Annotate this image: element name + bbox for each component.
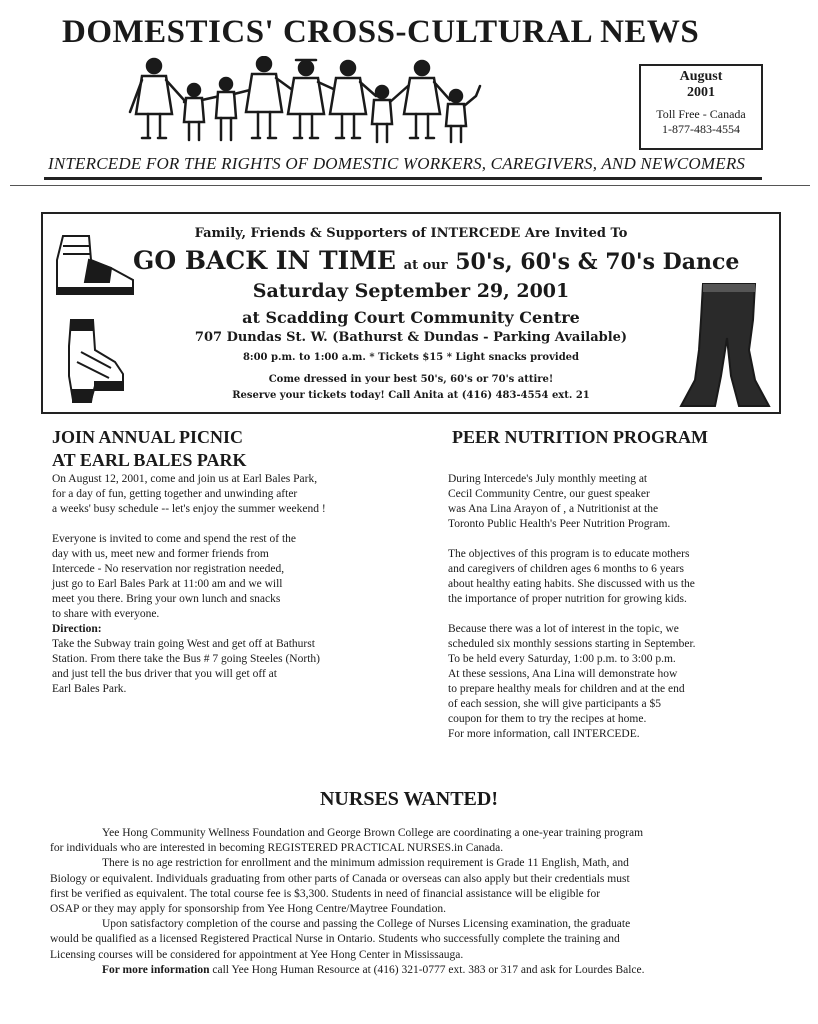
nurses-line: There is no age restriction for enrollment and the minimum admission requirement is Grade 11 English, Math, and bbox=[102, 857, 629, 870]
nurses-line: Yee Hong Community Wellness Foundation and George Brown College are coordinating a one-year training program bbox=[102, 827, 644, 839]
picnic-article-body bbox=[52, 472, 326, 697]
nurses-line: Licensing courses will be considered for appointment at Yee Hong Center in Mississauga. bbox=[50, 948, 464, 961]
toll-free-phone: 1-877-483-4554 bbox=[662, 122, 740, 136]
picnic-direction-label: Direction: bbox=[52, 623, 102, 635]
peer-nutrition-article-body bbox=[448, 472, 696, 742]
peer-line: Because there was a lot of interest in the topic, we bbox=[448, 623, 679, 635]
people-holding-hands-illustration bbox=[126, 56, 484, 148]
peer-line: At these sessions, Ana Lina will demonstrate how bbox=[448, 668, 678, 680]
dance-address: 707 Dundas St. W. (Bathurst & Dundas - Parking Available) bbox=[194, 330, 628, 345]
picnic-line: Take the Subway train going West and get off at Bathurst bbox=[52, 638, 315, 650]
peer-line: To be held every Saturday, 1:00 p.m. to 3:00 p.m. bbox=[448, 653, 676, 665]
picnic-line: Earl Bales Park. bbox=[52, 683, 127, 695]
peer-line: of each session, she will give participants a $5 bbox=[448, 698, 662, 710]
dance-attire-note: Come dressed in your best 50's, 60's or 70's attire! bbox=[268, 374, 554, 385]
issue-date-box bbox=[639, 64, 763, 150]
dance-venue: at Scadding Court Community Centre bbox=[242, 308, 580, 327]
peer-line bbox=[448, 607, 696, 622]
picnic-line: to share with everyone. bbox=[52, 608, 160, 620]
nurses-line: Upon satisfactory completion of the course and passing the College of Nurses Licensing examination, the graduate bbox=[102, 918, 631, 931]
peer-nutrition-heading: PEER NUTRITION PROGRAM bbox=[452, 427, 709, 447]
picnic-line: Everyone is invited to come and spend the rest of the bbox=[52, 533, 296, 545]
peer-line: scheduled six monthly sessions starting in September. bbox=[448, 638, 696, 650]
nurses-line: Biology or equivalent. Individuals graduating from other parts of Canada or overseas can also apply but their credentials must bbox=[50, 872, 630, 885]
peer-line: For more information, call INTERCEDE. bbox=[448, 728, 640, 740]
picnic-line: On August 12, 2001, come and join us at Earl Bales Park, bbox=[52, 473, 318, 485]
dance-headline bbox=[133, 246, 739, 275]
picnic-line: a weeks' busy schedule -- let's enjoy the summer weekend ! bbox=[52, 503, 326, 515]
peer-line: the importance of proper nutrition for growing kids. bbox=[448, 593, 687, 605]
dance-headline-main: GO BACK IN TIME bbox=[133, 246, 396, 275]
picnic-line: meet you there. Bring your own lunch and snacks bbox=[52, 593, 281, 605]
peer-line: was Ana Lina Arayon of , a Nutritionist at the bbox=[448, 503, 659, 515]
issue-year: 2001 bbox=[687, 85, 715, 100]
nurses-contact-line bbox=[50, 963, 645, 978]
peer-line: coupon for them to try the recipes at home. bbox=[448, 713, 647, 725]
picnic-heading-line1: JOIN ANNUAL PICNIC bbox=[52, 427, 244, 447]
peer-line: The objectives of this program is to educate mothers bbox=[448, 548, 690, 560]
peer-line: to prepare healthy meals for children and at the end bbox=[448, 683, 685, 695]
nurses-line: first be verified as equivalent. The total course fee is $3,300. Students in need of financial assistance will be eligible for bbox=[50, 887, 601, 900]
picnic-line: for a day of fun, getting together and unwinding after bbox=[52, 488, 298, 500]
nurses-line: would be qualified as a licensed Registered Practical Nurse in Ontario. Students who successfully complete the training and bbox=[50, 933, 620, 946]
masthead-title: DOMESTICS' CROSS-CULTURAL NEWS bbox=[62, 14, 700, 50]
masthead-thin-rule bbox=[10, 185, 810, 186]
peer-line: about healthy eating habits. She discussed with us the bbox=[448, 578, 695, 590]
toll-free-label: Toll Free - Canada bbox=[656, 107, 746, 121]
peer-line: Cecil Community Centre, our guest speaker bbox=[448, 488, 650, 500]
peer-line: and caregivers of children ages 6 months to 6 years bbox=[448, 563, 684, 575]
picnic-line: Intercede - No reservation nor registration needed, bbox=[52, 563, 285, 575]
dance-date: Saturday September 29, 2001 bbox=[252, 280, 570, 302]
dance-invite-line: Family, Friends & Supporters of INTERCEDE Are Invited To bbox=[194, 226, 628, 241]
dance-headline-end: 50's, 60's & 70's Dance bbox=[455, 249, 740, 275]
nurses-wanted-body bbox=[50, 826, 645, 978]
picnic-heading-line2: AT EARL BALES PARK bbox=[52, 450, 247, 470]
nurses-contact-label: For more information bbox=[102, 963, 210, 976]
peer-line: Toronto Public Health's Peer Nutrition Program. bbox=[448, 518, 671, 530]
picnic-line bbox=[52, 517, 326, 532]
nurses-line: OSAP or they may apply for sponsorship from Yee Hong Centre/Maytree Foundation. bbox=[50, 903, 446, 916]
picnic-line: Station. From there take the Bus # 7 going Steeles (North) bbox=[52, 653, 320, 665]
dance-details: 8:00 p.m. to 1:00 a.m. * Tickets $15 * Light snacks provided bbox=[242, 352, 580, 363]
peer-line bbox=[448, 532, 696, 547]
dance-reservation-note: Reserve your tickets today! Call Anita at (416) 483-4554 ext. 21 bbox=[232, 390, 590, 401]
masthead-tagline: INTERCEDE FOR THE RIGHTS OF DOMESTIC WORKERS, CAREGIVERS, AND NEWCOMERS bbox=[48, 154, 746, 173]
nurses-contact-text: call Yee Hong Human Resource at (416) 321-0777 ext. 383 or 317 and ask for Lourdes Balce. bbox=[209, 963, 645, 976]
issue-month: August bbox=[679, 69, 723, 84]
picnic-line: day with us, meet new and former friends from bbox=[52, 548, 269, 560]
nurses-wanted-heading: NURSES WANTED! bbox=[319, 788, 498, 810]
dance-headline-connector: at our bbox=[403, 258, 448, 273]
picnic-line: just go to Earl Bales Park at 11:00 am and we will bbox=[52, 578, 283, 590]
nurses-line: for individuals who are interested in becoming REGISTERED PRACTICAL NURSES.in Canada. bbox=[50, 842, 504, 855]
picnic-line: and just tell the bus driver that you will get off at bbox=[52, 668, 277, 680]
masthead-rule bbox=[44, 177, 762, 180]
peer-line: During Intercede's July monthly meeting at bbox=[448, 473, 648, 485]
dance-announcement-box bbox=[41, 212, 781, 414]
